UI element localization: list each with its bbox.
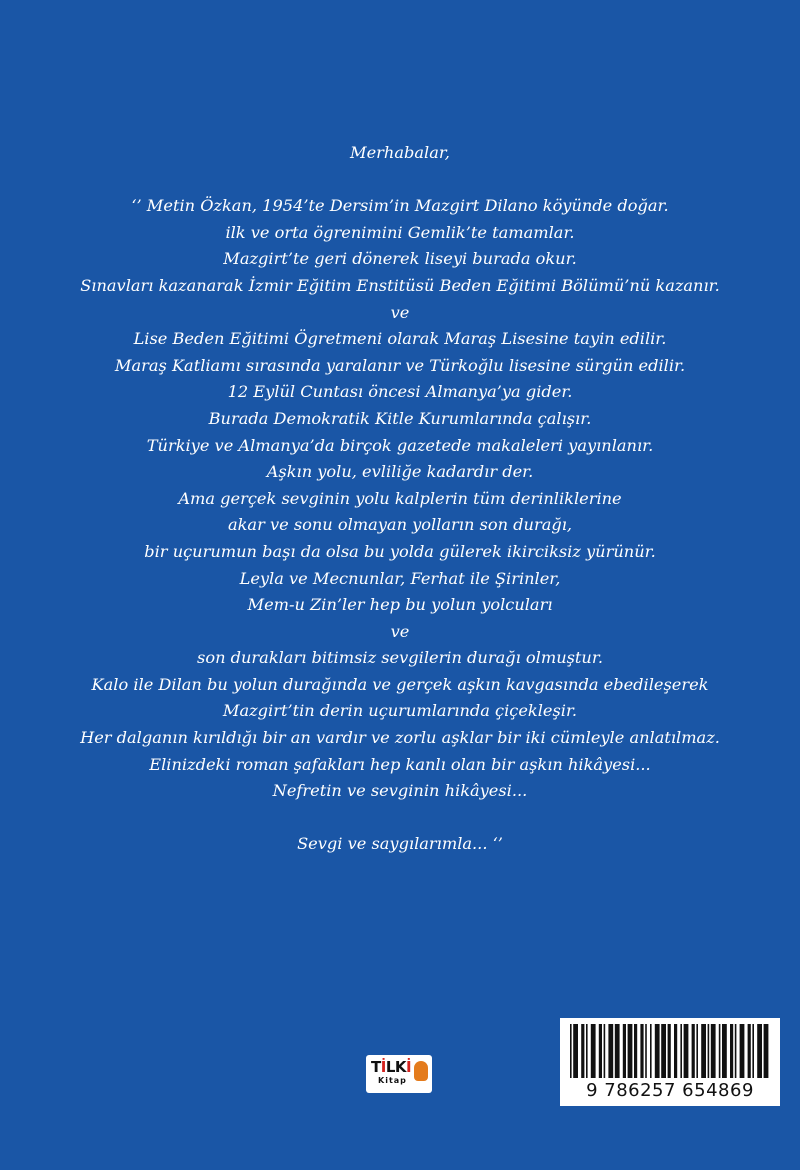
barcode-bar [719, 1024, 721, 1078]
barcode-bar [586, 1024, 588, 1078]
barcode-bar [757, 1024, 762, 1078]
wordmark-letter: T [371, 1058, 381, 1076]
spacer [0, 167, 800, 194]
barcode-bar [740, 1024, 745, 1078]
text-line: Maraş Katliamı sırasında yaralanır ve Türkoğlu lisesine sürgün edilir. [114, 355, 686, 375]
barcode-bar [608, 1024, 613, 1078]
text-line: akar ve sonu olmayan yolların son durağı, [227, 515, 573, 535]
barcode-bar [645, 1024, 647, 1078]
text-line: Burada Demokratik Kitle Kurumlarında çalışır. [208, 408, 592, 428]
wordmark-letter: L [385, 1058, 395, 1076]
barcode-bar [701, 1024, 706, 1078]
barcode-bar [764, 1024, 769, 1078]
text-line: Sınavları kazanarak İzmir Eğitim Enstitüsü Beden Eğitimi Bölümü’nü kazanır. [80, 275, 720, 295]
barcode-bar [708, 1024, 710, 1078]
barcode-bar [604, 1024, 606, 1078]
publisher-subtitle: Kitap [378, 1076, 407, 1085]
text-line: Nefretin ve sevginin hikâyesi... [272, 781, 528, 801]
wordmark-letter: K [394, 1058, 407, 1076]
barcode-bar [661, 1024, 666, 1078]
text-line: Mem-u Zin’ler hep bu yolun yolcuları [247, 595, 553, 615]
text-line: Türkiye ve Almanya’da birçok gazetede makaleleri yayınlanır. [146, 435, 654, 455]
text-line: Aşkın yolu, evliliğe kadardır der. [266, 462, 534, 482]
barcode-bar [684, 1024, 689, 1078]
barcode-bars [568, 1024, 772, 1080]
barcode-bar [674, 1024, 677, 1078]
barcode-bar [599, 1024, 602, 1078]
barcode-bar [752, 1024, 754, 1078]
publisher-logo [366, 1055, 432, 1093]
barcode-bar [680, 1024, 682, 1078]
barcode-bar [668, 1024, 671, 1078]
back-cover-text [0, 140, 800, 858]
barcode-bar [722, 1024, 727, 1078]
barcode-bar [623, 1024, 626, 1078]
wordmark-letter: İ [406, 1058, 412, 1076]
text-line: ve [390, 302, 410, 322]
barcode-bar [628, 1024, 633, 1078]
barcode-bar [634, 1024, 637, 1078]
text-line: son durakları bitimsiz sevgilerin durağı olmuştur. [197, 648, 603, 668]
barcode-bar [650, 1024, 652, 1078]
wordmark-letter: İ [380, 1058, 386, 1076]
barcode-bar [615, 1024, 620, 1078]
text-line: Leyla ve Mecnunlar, Ferhat ile Şirinler, [239, 568, 561, 588]
barcode-bar [581, 1024, 584, 1078]
publisher-wordmark [371, 1058, 411, 1076]
text-line: ilk ve orta ögrenimini Gemlik’te tamamlar. [225, 222, 575, 242]
barcode-bar [570, 1024, 572, 1078]
barcode-bar [711, 1024, 716, 1078]
barcode-bar [692, 1024, 695, 1078]
text-line: 12 Eylül Cuntası öncesi Almanya’ya gider. [227, 382, 573, 402]
text-line: ve [390, 621, 410, 641]
text-line: Kalo ile Dilan bu yolun durağında ve gerçek aşkın kavgasında ebedileşerek [91, 674, 709, 694]
text-line: ‘’ Metin Özkan, 1954’te Dersim’in Mazgirt Dilano köyünde doğar. [131, 196, 669, 216]
closing-line: Sevgi ve saygılarımla... ‘’ [297, 834, 503, 854]
spacer [0, 805, 800, 832]
barcode-bar [696, 1024, 698, 1078]
barcode-bar [591, 1024, 596, 1078]
isbn-barcode [560, 1018, 780, 1106]
text-line: Elinizdeki roman şafakları hep kanlı olan bir aşkın hikâyesi... [149, 754, 651, 774]
barcode-bar [735, 1024, 737, 1078]
barcode-bar [640, 1024, 643, 1078]
text-line: Ama gerçek sevginin yolu kalplerin tüm derinliklerine [178, 488, 622, 508]
barcode-bar [655, 1024, 660, 1078]
fox-icon [414, 1061, 428, 1081]
text-line: bir uçurumun başı da olsa bu yolda gülerek ikirciksiz yürünür. [144, 541, 656, 561]
text-line: Her dalganın kırıldığı bir an vardır ve zorlu aşklar bir iki cümleyle anlatılmaz. [80, 728, 720, 748]
greeting-line: Merhabalar, [350, 143, 450, 162]
barcode-bar [730, 1024, 733, 1078]
text-line: Mazgirt’te geri dönerek liseyi burada okur. [223, 249, 577, 269]
text-line: Lise Beden Eğitimi Ögretmeni olarak Maraş Lisesine tayin edilir. [133, 329, 667, 349]
barcode-bar [748, 1024, 751, 1078]
text-line: Mazgirt’tin derin uçurumlarında çiçekleşir. [222, 701, 578, 721]
barcode-bar [573, 1024, 578, 1078]
isbn-number: 9 786257 654869 [586, 1080, 754, 1101]
